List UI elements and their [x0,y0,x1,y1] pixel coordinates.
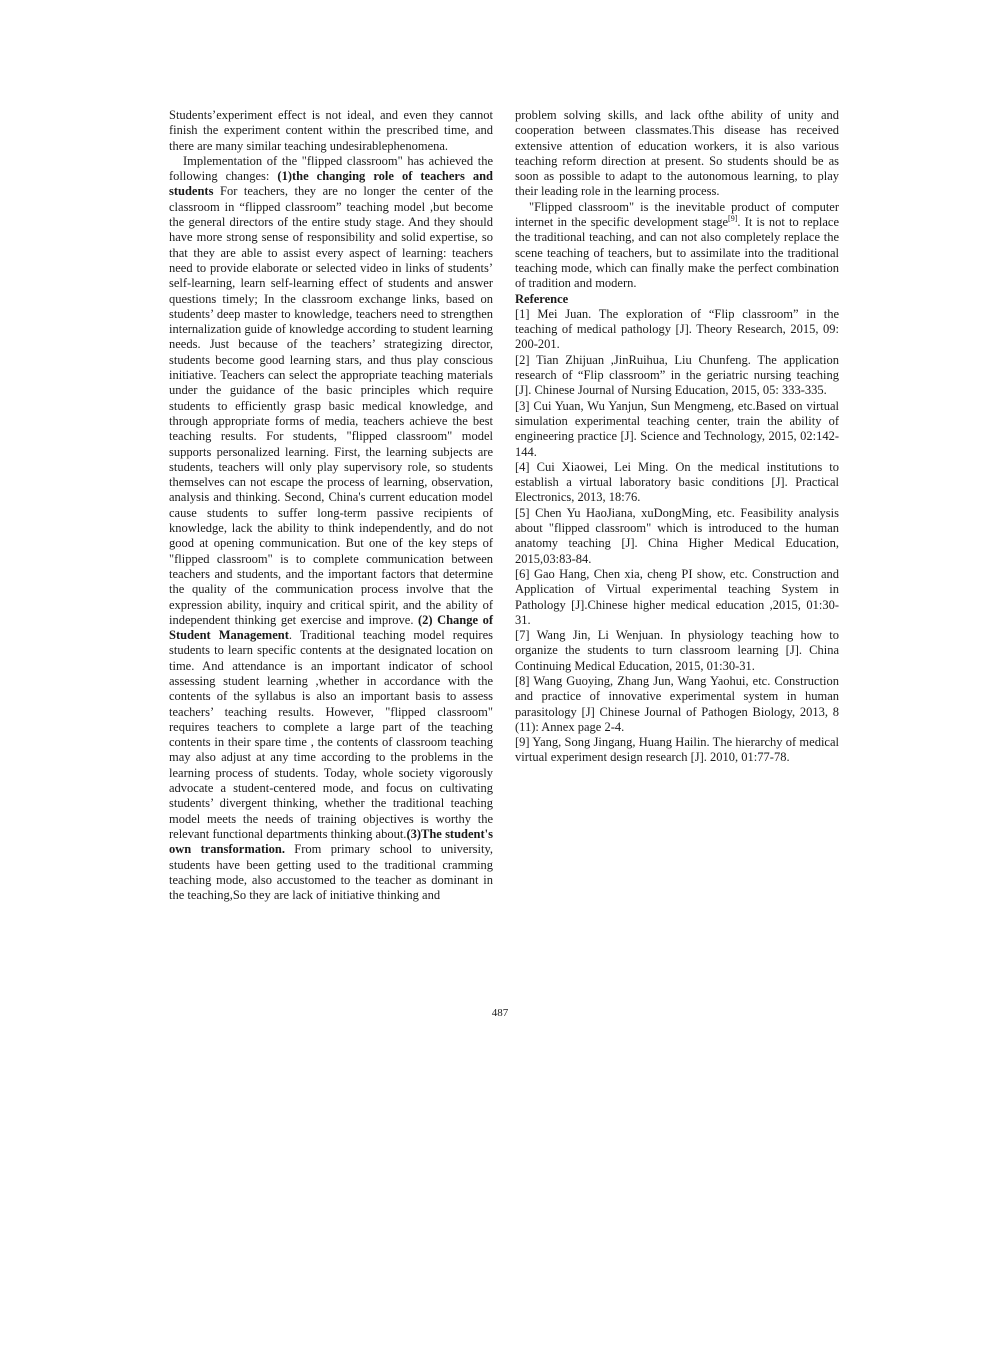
paragraph: Students’experiment effect is not ideal, and even they cannot finish the experiment content within the prescribed time, and there are many similar teaching undesirablephenomena. [169,108,493,153]
text-run: From primary school to university, students have been getting used to the traditional cramming teaching mode, also accustomed to the teacher as dominant in the teaching,So they are lack of initiative thinking and [169,842,494,903]
reference-item: [5] Chen Yu HaoJiana, xuDongMing, etc. Feasibility analysis about "flipped classroom" which is introduced to the human anatomy teaching [J]. China Higher Medical Education, 2015,03:83-84. [515,505,839,566]
text-run: . Traditional teaching model requires students to learn specific contents at the designated location on time. And attendance is an important indicator of school assessing student learning ,whether in accordance with the contents of the syllabus is also an important basis to assess teachers’ teaching results. However, "flipped classroom" requires teachers to complete a large part of the teaching contents in their spare time , the contents of classroom teaching may also adjust at any time according to the problems in the learning process of students. Today, whole society vigorously advocate a student-centered mode, and focus on cultivating students’ divergent thinking, whether the traditional teaching model meets the needs of training objectives is worthy the relevant functional departments thinking about. [169,628,493,841]
paragraph-implementation [169,154,493,904]
text-run: Implementation of the "flipped classroom" has achieved the following changes: [169,153,493,184]
text-run: . It is not to replace the traditional teaching, and can not also completely replace the scene teaching of teachers, but to assimilate into the traditional teaching mode, which can finally make the perfect combination of tradition and modern. [515,215,839,291]
left-column [169,108,493,903]
reference-item: [8] Wang Guoying, Zhang Jun, Wang Yaohui, etc. Construction and practice of innovative experimental system in human parasitology [J] Chinese Journal of Pathogen Biology, 2013, 8 (11): Annex page 2-4. [515,673,839,734]
citation-superscript: [9] [728,213,738,223]
reference-list [515,307,839,766]
reference-item: [6] Gao Hang, Chen xia, cheng PI show, etc. Construction and Application of Virtual experimental teaching System in Pathology [J].Chinese higher medical education ,2015, 01:30-31. [515,566,839,627]
bold-heading-teacher-role: (1)the changing role of teachers and students [169,169,493,199]
text-run: "Flipped classroom" is the inevitable product of computer internet in the specific development stage [515,199,839,230]
text-run: For teachers, they are no longer the center of the classroom in “flipped classroom” teaching model ,but become the general directors of the entire study stage. And they should have more strong sense of responsibility and solid expertise, so that they are able to assist every aspect of learning: teachers need to provide elaborate or selected video in links of students’ self-learning, learn self-learning effect of students and answer questions timely; In the classroom exchange links, based on students’ deep master to knowledge, teachers need to strengthen internalization guide of knowledge according to student learning needs. Just because of the teachers’ strategizing director, students become good learning stars, and thus play conscious initiative. Teachers can select the appropriate teaching materials under the guidance of the basic principles which require students to efficiently grasp basic medical knowledge, and through appropriate forms of media, teachers achieve the best teaching results. For students, "flipped classroom" model supports personalized learning. First, the learning subjects are students, teachers will only play supervisory role, so students themselves can not escape the process of learning, observation, analysis and thinking. Second, China's current education model cause students to suffer long-term passive recipients of knowledge, lack the ability to think independently, and do not good at opening communication. But one of the key steps of "flipped classroom" is to complete communication between teachers and students, and the important factors that determine the quality of the communication process involve that the expression ability, inquiry and critical spirit, and the ability of independent thinking get exercise and improve. [169,184,493,627]
reference-item: [7] Wang Jin, Li Wenjuan. In physiology teaching how to organize the students to turn classroom learning [J]. China Continuing Medical Education, 2015, 01:30-31. [515,628,839,673]
paragraph: problem solving skills, and lack ofthe ability of unity and cooperation between classmates.This disease has received extensive attention of education workers, it is also various teaching reform direction at present. So students should be as soon as possible to adapt to the autonomous learning, to play their leading role in the learning process. [515,108,839,199]
bold-heading-student-management: (2) Change of Student Management [169,612,493,643]
bold-heading-student-transformation: (3)The student's own transformation. [169,826,493,857]
page-number: 487 [491,1007,509,1019]
reference-item: [4] Cui Xiaowei, Lei Ming. On the medical institutions to establish a virtual laboratory basic conditions [J]. Practical Electronics, 2013, 18:76. [515,459,839,505]
reference-item: [2] Tian Zhijuan ,JinRuihua, Liu Chunfeng. The application research of “Flip classroom” in the geriatric nursing teaching [J]. Chinese Journal of Nursing Education, 2015, 05: 333-335. [515,352,839,398]
right-column [515,108,839,766]
references-heading: Reference [515,291,569,306]
reference-item: [1] Mei Juan. The exploration of “Flip classroom” in the teaching of medical pathology [J]. Theory Research, 2015, 09: 200-201. [515,306,839,352]
reference-item: [3] Cui Yuan, Wu Yanjun, Sun Mengmeng, etc.Based on virtual simulation experimental teaching center, train the ability of engineering practice [J]. Science and Technology, 2015, 02:142-144. [515,398,839,459]
reference-item: [9] Yang, Song Jingang, Huang Hailin. The hierarchy of medical virtual experiment design research [J]. 2010, 01:77-78. [515,735,839,765]
paragraph-conclusion [515,200,839,292]
